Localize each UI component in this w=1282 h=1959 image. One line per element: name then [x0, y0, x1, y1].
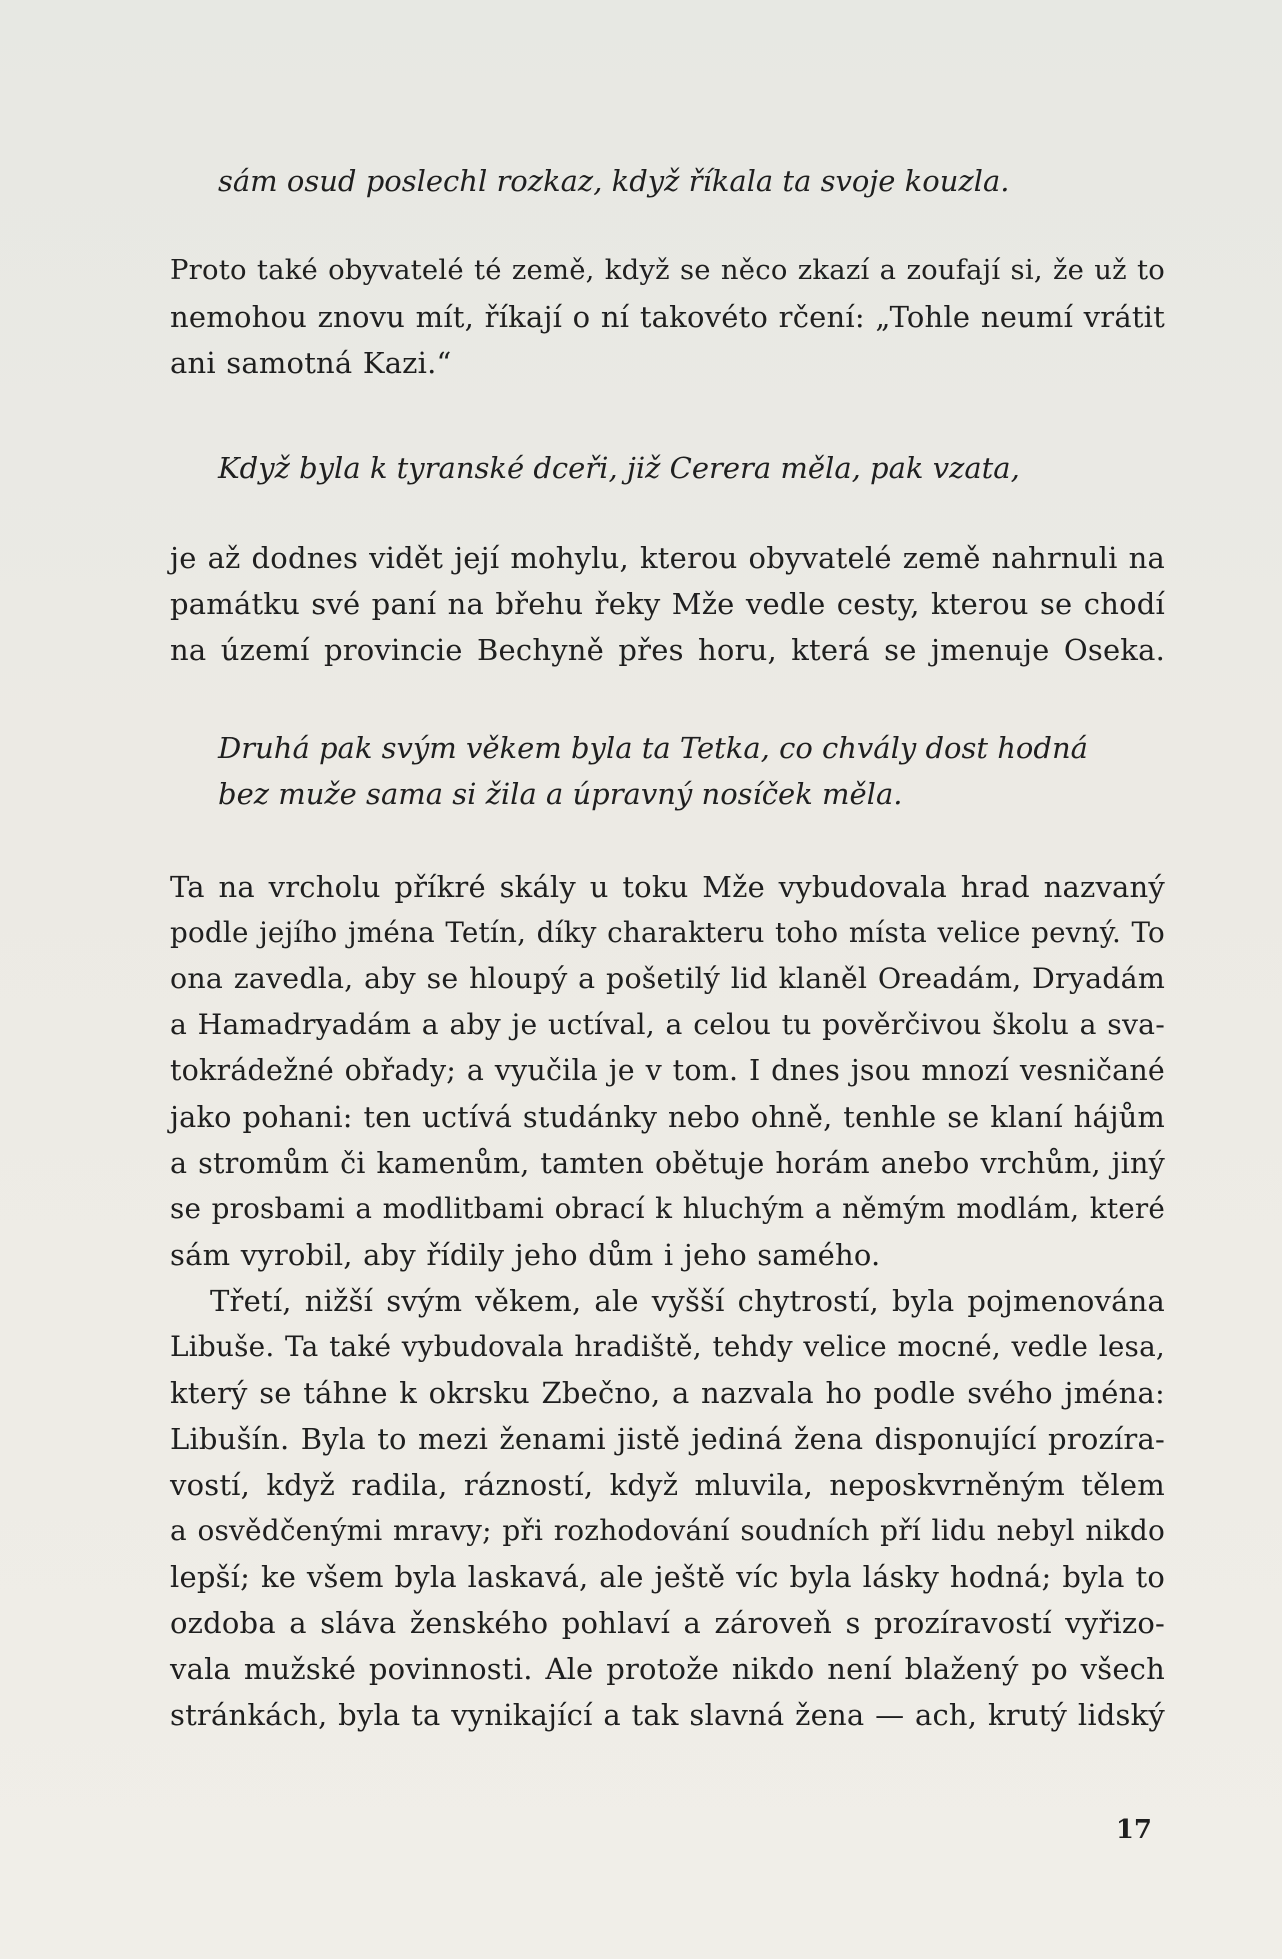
- verse-1: [170, 158, 1213, 204]
- paragraph-4-line: ozdoba a sláva ženského pohlaví a zároveň s prozíravostí vyřizo-: [170, 1606, 1165, 1640]
- paragraph-1-line: Proto také obyvatelé té země, když se něco zkazí a zoufají si, že už to: [170, 255, 1165, 286]
- paragraph-2: [170, 535, 1165, 673]
- paragraph-4-line: a osvědčenými mravy; při rozhodování soudních pří lidu nebyl nikdo: [170, 1514, 1165, 1547]
- paragraph-3-line: se prosbami a modlitbami obrací k hluchým a němým modlám, které: [170, 1192, 1165, 1225]
- paragraph-3-line: a Hamadryadám a aby je uctíval, a celou tu pověrčivou školu a sva-: [170, 1008, 1165, 1041]
- paragraph-3-line: podle jejího jména Tetín, díky charakteru toho místa velice pevný. To: [170, 916, 1165, 949]
- paragraph-3-line: tokrádežné obřady; a vyučila je v tom. I dnes jsou mnozí vesničané: [170, 1054, 1165, 1087]
- paragraph-4-line: vala mužské povinnosti. Ale protože nikdo není blažený po všech: [170, 1652, 1165, 1686]
- paragraph-3-line: a stromům či kamenům, tamten obětuje horám anebo vrchům, jiný: [170, 1146, 1165, 1180]
- verse-3: [170, 725, 1213, 817]
- paragraph-2-line: na území provincie Bechyně přes horu, která se jmenuje Oseka.: [170, 633, 1165, 667]
- verse-1-line: sám osud poslechl rozkaz, když říkala ta svoje kouzla.: [218, 164, 1010, 198]
- paragraph-1-line: ani samotná Kazi.“: [170, 346, 452, 380]
- verse-2-line: Když byla k tyranské dceři, již Cerera měla, pak vzata,: [218, 451, 1020, 485]
- paragraph-4-line: Třetí, nižší svým věkem, ale vyšší chytrostí, byla pojmenována: [210, 1284, 1165, 1318]
- verse-3-line: Druhá pak svým věkem byla ta Tetka, co chvály dost hodná: [218, 731, 1088, 765]
- paragraph-2-line: je až dodnes vidět její mohylu, kterou obyvatelé země nahrnuli na: [170, 541, 1165, 575]
- paragraph-3-line: jako pohani: ten uctívá studánky nebo ohně, tenhle se klaní hájům: [170, 1100, 1165, 1134]
- paragraph-4-line: stránkách, byla ta vynikající a tak slavná žena — ach, krutý lidský: [170, 1698, 1165, 1732]
- paragraph-4-line: Libuše. Ta také vybudovala hradiště, tehdy velice mocné, vedle lesa,: [170, 1330, 1165, 1363]
- verse-2: [170, 445, 1213, 491]
- paragraph-1: [170, 248, 1165, 386]
- paragraph-4-line: Libušín. Byla to mezi ženami jistě jediná žena disponující prozíra-: [170, 1422, 1165, 1456]
- paragraph-4-line: lepší; ke všem byla laskavá, ale ještě víc byla lásky hodná; byla to: [170, 1560, 1165, 1594]
- paragraph-2-line: památku své paní na břehu řeky Mže vedle cesty, kterou se chodí: [170, 587, 1165, 621]
- paragraph-3-line: ona zavedla, aby se hloupý a pošetilý lid klaněl Oreadám, Dryadám: [170, 962, 1165, 995]
- paragraph-1-line: nemohou znovu mít, říkají o ní takovéto rčení: „Tohle neumí vrátit: [170, 300, 1165, 334]
- paragraph-4: [170, 1278, 1165, 1738]
- paragraph-4-line: který se táhne k okrsku Zbečno, a nazvala ho podle svého jména:: [170, 1376, 1165, 1410]
- page-number: 17: [1115, 1815, 1152, 1845]
- paragraph-4-line: vostí, když radila, rázností, když mluvila, neposkvrněným tělem: [170, 1468, 1165, 1502]
- paragraph-3: [170, 864, 1165, 1278]
- paragraph-3-line: Ta na vrcholu příkré skály u toku Mže vybudovala hrad nazvaný: [170, 870, 1165, 904]
- verse-3-line: bez muže sama si žila a úpravný nosíček měla.: [218, 777, 903, 811]
- paragraph-3-line: sám vyrobil, aby řídily jeho dům i jeho samého.: [170, 1238, 881, 1272]
